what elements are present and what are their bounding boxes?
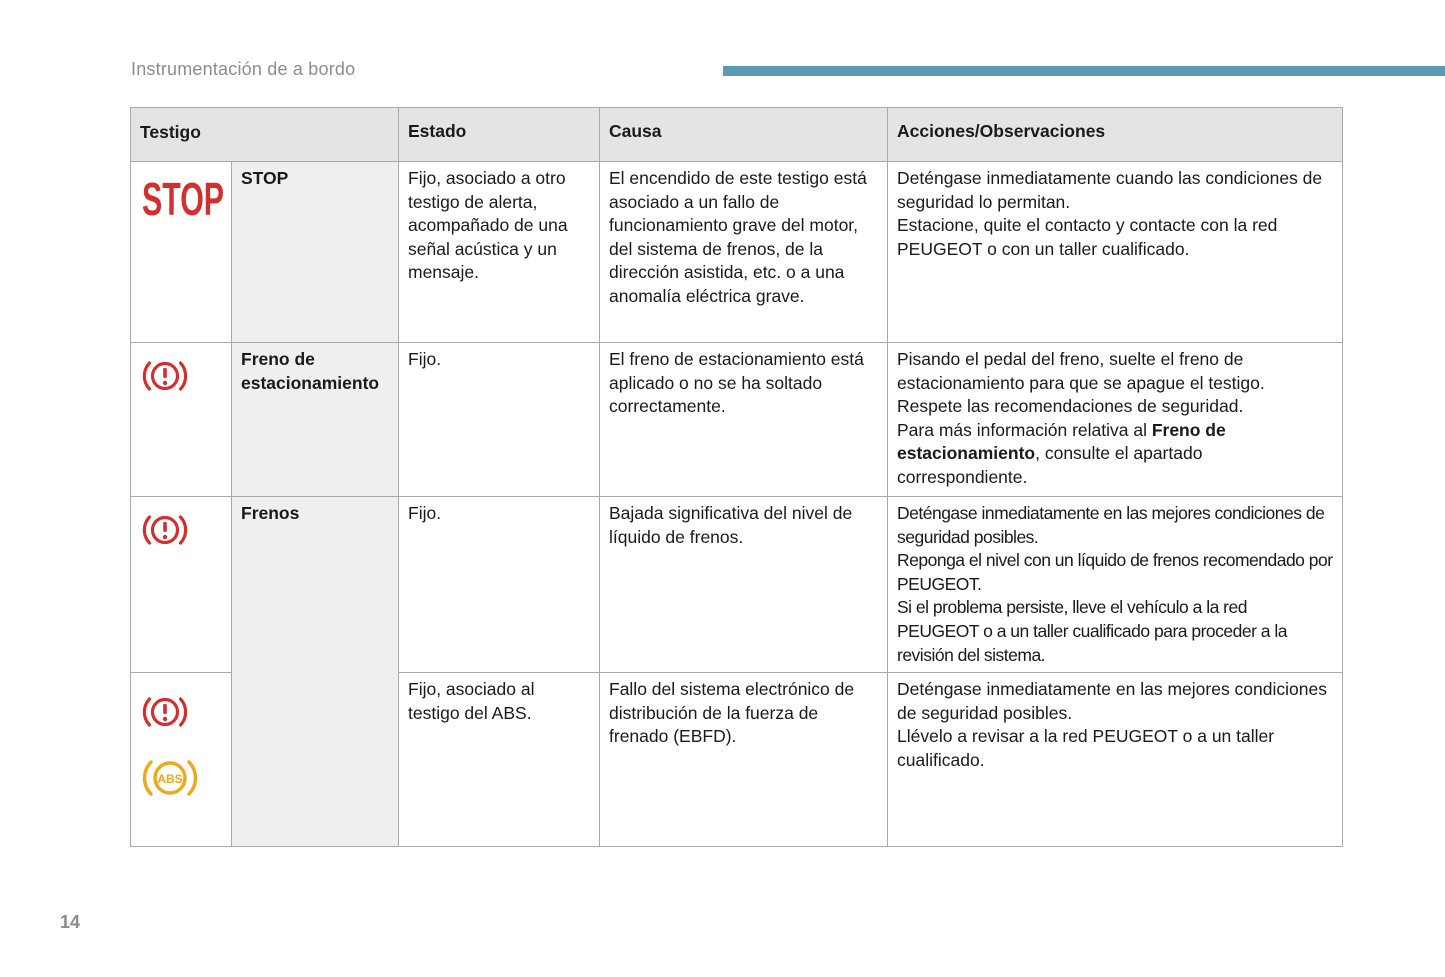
icon-cell [131, 497, 232, 673]
icon-cell [131, 343, 232, 497]
header-causa: Causa [600, 108, 888, 162]
causa-cell: El freno de estacionamiento está aplicado o no se ha soltado correctamente. [600, 343, 888, 497]
warning-name: STOP [232, 162, 399, 343]
icon-cell [131, 673, 232, 847]
warning-lights-table [130, 107, 1343, 847]
page-header-title: Instrumentación de a bordo [131, 59, 356, 79]
section-reference: Freno de estacionamiento [897, 419, 1226, 464]
accion-line: Pisando el pedal del freno, suelte el freno de estacionamiento para que se apague el testigo. [897, 349, 1265, 393]
acciones-cell [888, 497, 1343, 673]
header-estado: Estado [399, 108, 600, 162]
acciones-cell [888, 162, 1343, 343]
brake-warning-icon [140, 356, 190, 396]
table-row [131, 497, 1343, 673]
header-testigo: Testigo [131, 108, 399, 162]
brake-warning-icon [140, 510, 190, 550]
table-row [131, 162, 1343, 343]
accion-text: , consulte el apartado correspondiente. [897, 443, 1203, 487]
causa-cell: Fallo del sistema electrónico de distribución de la fuerza de frenado (EBFD). [600, 673, 888, 847]
warning-name: Freno de estacionamiento [232, 343, 399, 497]
accion-text: Para más información relativa al [897, 419, 1152, 440]
acciones-cell [888, 343, 1343, 497]
table-row [131, 343, 1343, 497]
estado-cell: Fijo, asociado a otro testigo de alerta, acompañado de una señal acústica y un mensaje. [399, 162, 600, 343]
brake-warning-icon [140, 692, 190, 732]
accion-line: Reponga el nivel con un líquido de frenos recomendado por PEUGEOT. [897, 550, 1333, 594]
accion-line: Si el problema persiste, lleve el vehículo a la red PEUGEOT o a un taller cualificado para proceder a la revisión del sistema. [897, 597, 1288, 665]
header-accent-bar [723, 66, 1445, 76]
svg-text:ABS: ABS [157, 771, 183, 786]
accion-line: Estacione, quite el contacto y contacte con la red PEUGEOT o con un taller cualificado. [897, 215, 1278, 259]
svg-text:STOP: STOP [142, 175, 224, 221]
causa-cell: Bajada significativa del nivel de líquido de frenos. [600, 497, 888, 673]
accion-line: Deténgase inmediatamente en las mejores condiciones de seguridad posibles. [897, 679, 1327, 723]
table-header-row [131, 108, 1343, 162]
warning-name: Frenos [232, 497, 399, 847]
page-number: 14 [60, 912, 81, 932]
estado-cell: Fijo, asociado al testigo del ABS. [399, 673, 600, 847]
estado-cell: Fijo. [399, 343, 600, 497]
icon-cell [131, 162, 232, 343]
estado-cell: Fijo. [399, 497, 600, 673]
accion-line: Llévelo a revisar a la red PEUGEOT o a un taller cualificado. [897, 726, 1275, 770]
header-acciones: Acciones/Observaciones [888, 108, 1343, 162]
accion-line: Deténgase inmediatamente cuando las condiciones de seguridad lo permitan. [897, 168, 1323, 212]
causa-cell: El encendido de este testigo está asociado a un fallo de funcionamiento grave del motor, del sistema de frenos, de la dirección asistida, etc. o a una anomalía eléctrica grave. [600, 162, 888, 343]
acciones-cell [888, 673, 1343, 847]
accion-line: Deténgase inmediatamente en las mejores condiciones de seguridad posibles. [897, 503, 1325, 547]
abs-warning-icon [140, 753, 200, 803]
accion-line [897, 419, 1333, 490]
accion-line: Respete las recomendaciones de seguridad. [897, 396, 1244, 417]
stop-icon [140, 175, 226, 221]
